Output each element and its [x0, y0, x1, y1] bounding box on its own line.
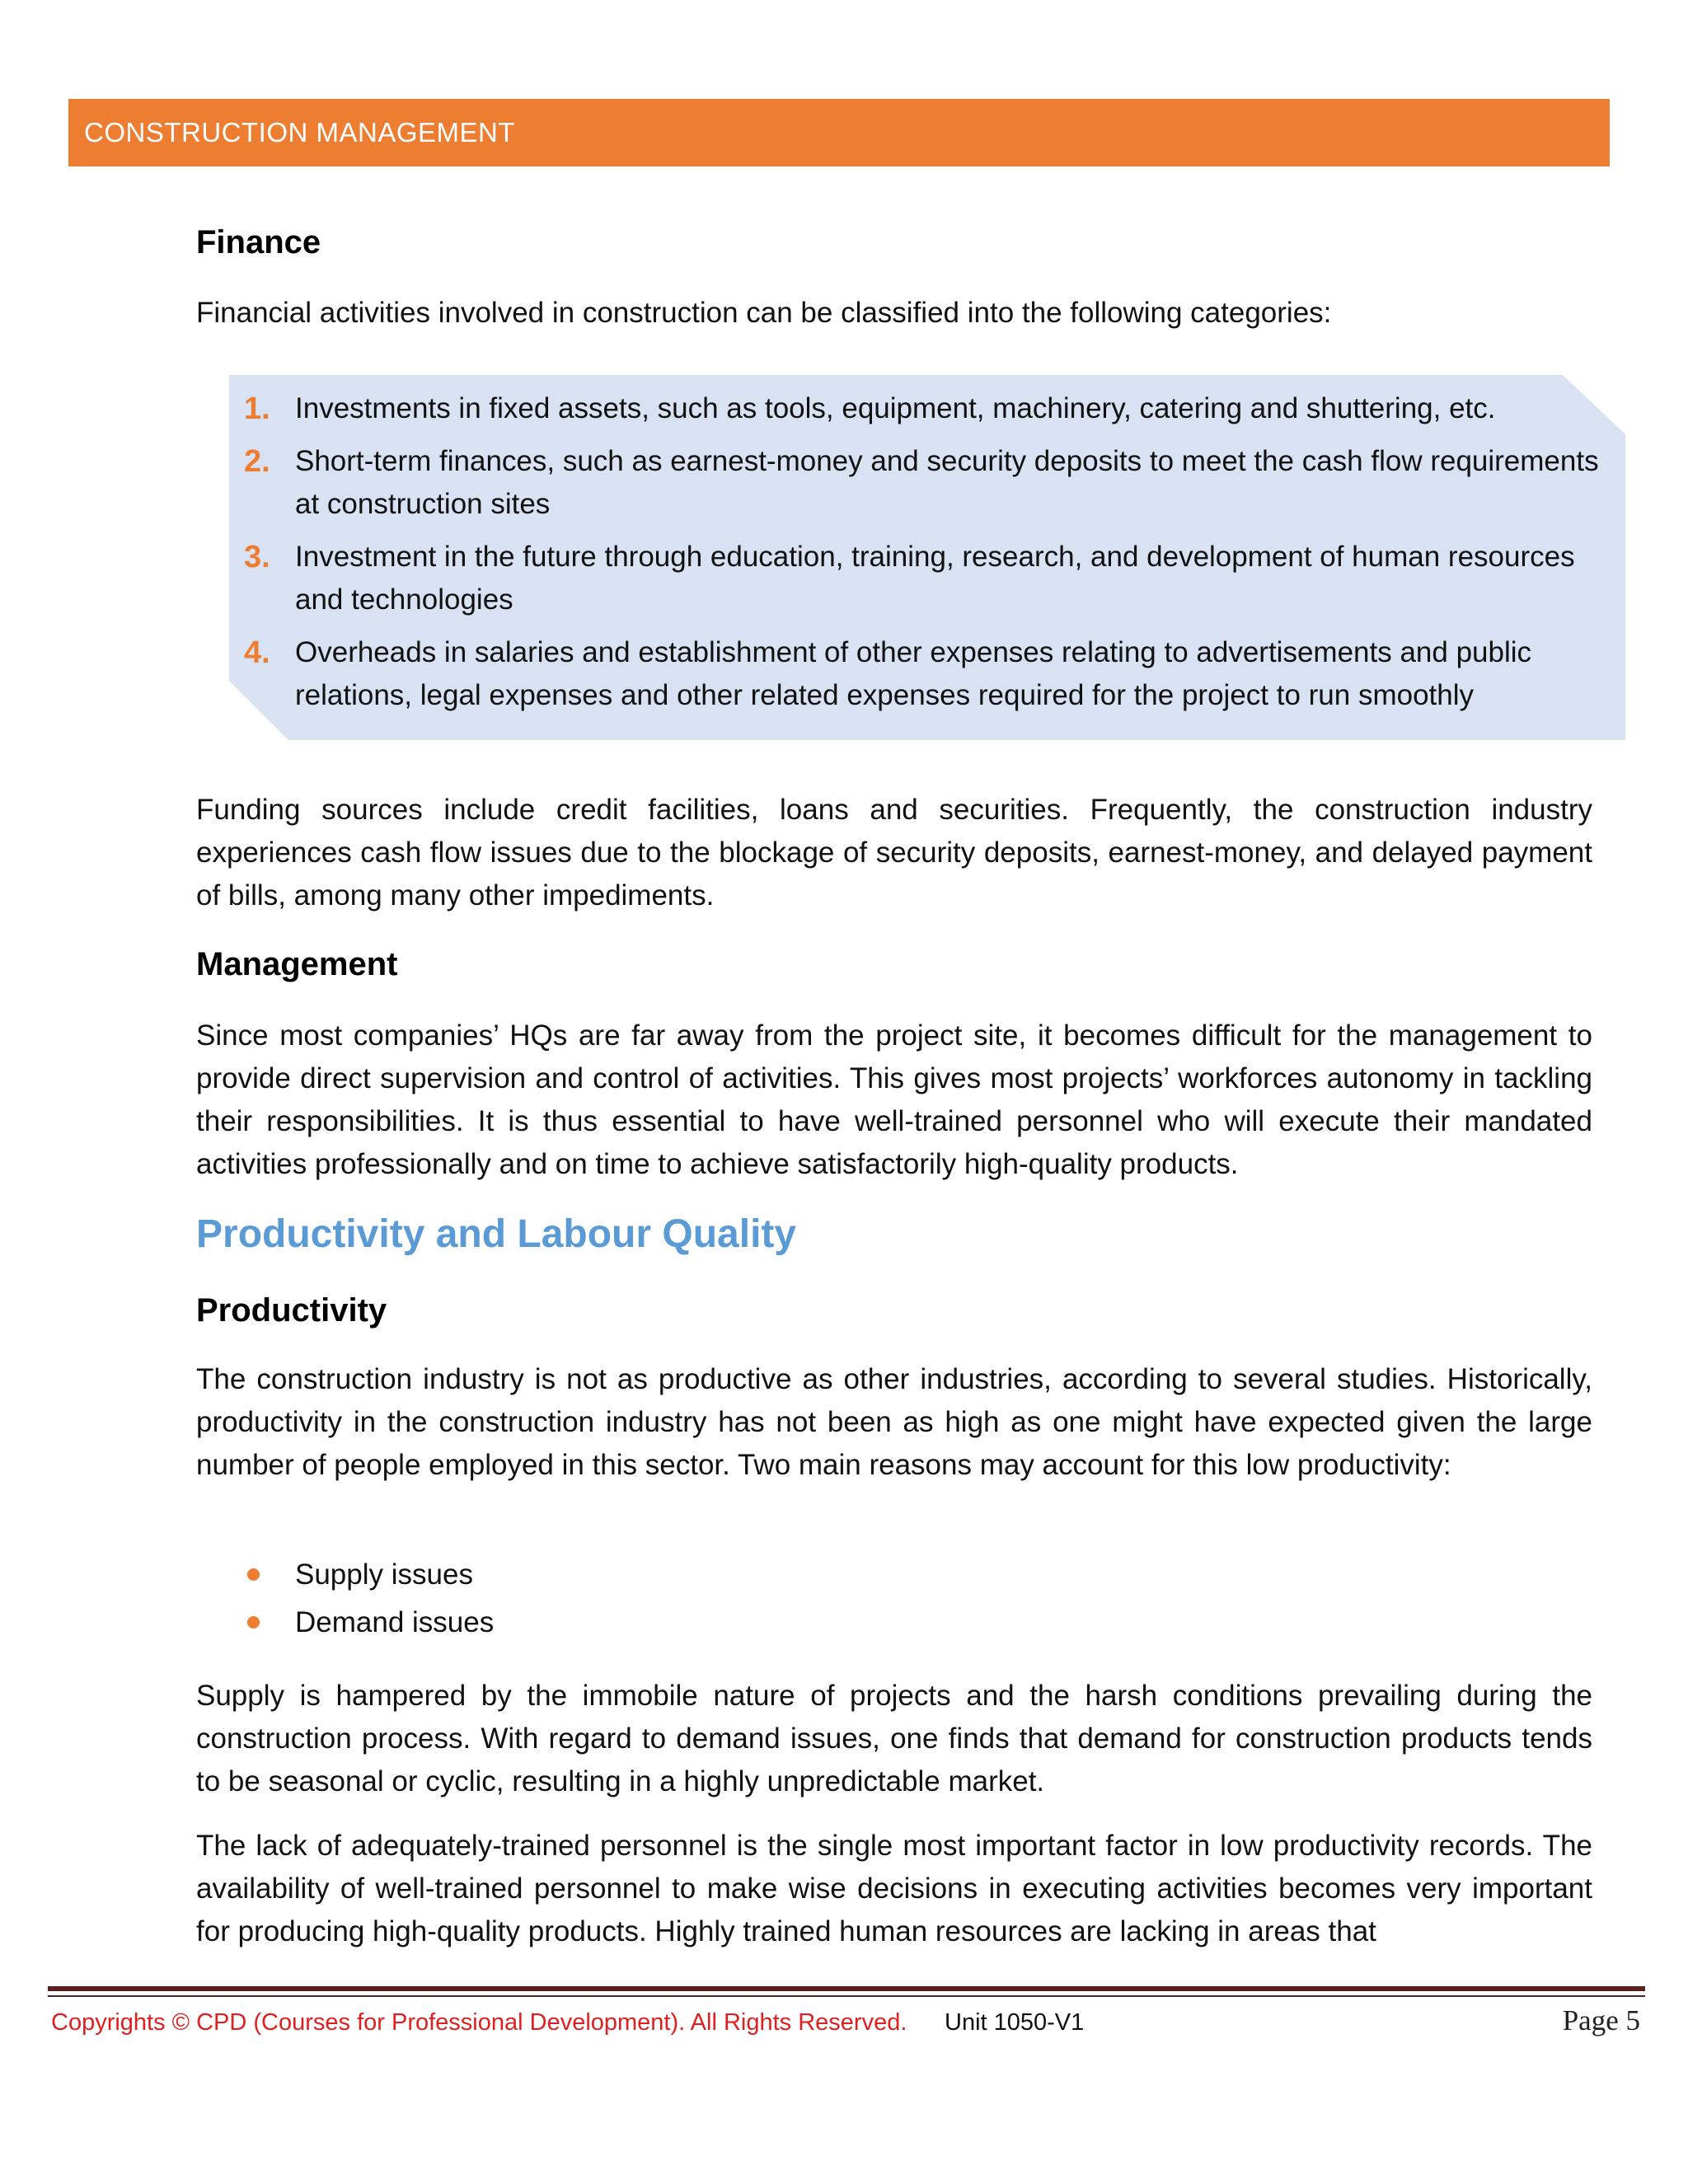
- header-bar: [68, 99, 1610, 166]
- list-text: Investment in the future through education, training, research, and development of human resources and technologies: [295, 541, 1575, 616]
- list-text: Investments in fixed assets, such as tools, equipment, machinery, catering and shuttering, etc.: [295, 392, 1496, 424]
- list-number: 3.: [244, 540, 270, 574]
- list-text: Short-term finances, such as earnest-money and security deposits to meet the cash flow requirements at construction sites: [295, 445, 1599, 520]
- page-number: Page 5: [1562, 2004, 1640, 2036]
- supply-paragraph: Supply is hampered by the immobile nature of projects and the harsh conditions prevailing during the construction process. With regard to demand issues, one finds that demand for construction products tends to be seasonal or cyclic, resulting in a highly unpredictable market.: [196, 1680, 1592, 1797]
- footer-unit: Unit 1050-V1: [945, 2009, 1085, 2036]
- footer-copyright: Copyrights © CPD (Courses for Professional Development). All Rights Reserved.: [51, 2009, 907, 2036]
- bullet-icon: [247, 1568, 260, 1581]
- list-item: [244, 1599, 494, 1647]
- list-item: [244, 536, 1612, 621]
- funding-paragraph: Funding sources include credit facilities, loans and securities. Frequently, the construction industry experiences cash flow issues due to the blockage of security deposits, earnest-money, and delayed payment of bills, among many other impediments.: [196, 794, 1592, 912]
- list-item: [244, 387, 1612, 430]
- header-title: CONSTRUCTION MANAGEMENT: [84, 117, 515, 148]
- management-heading: Management: [196, 946, 398, 982]
- list-number: 1.: [244, 391, 270, 426]
- bullet-text: Supply issues: [295, 1558, 473, 1591]
- reasons-bullet-list: [244, 1551, 494, 1647]
- bullet-text: Demand issues: [295, 1606, 495, 1638]
- finance-intro: Financial activities involved in construction can be classified into the following categories:: [196, 297, 1332, 329]
- footer-rule: [48, 1986, 1645, 1991]
- productivity-intro: The construction industry is not as productive as other industries, according to several studies. Historically, productivity in the construction industry has not been as high as one might have expected given the large number of people employed in this sector. Two main reasons may account for this low productivity:: [196, 1363, 1592, 1481]
- list-item: [244, 440, 1612, 526]
- finance-numbered-list: [244, 387, 1612, 727]
- list-item: [244, 1551, 494, 1599]
- management-paragraph: Since most companies’ HQs are far away from the project site, it becomes difficult for the management to provide direct supervision and control of activities. This gives most projects’ workforces autonomy in tackling their responsibilities. It is thus essential to have well-trained personnel who will execute their mandated activities professionally and on time to achieve satisfactorily high-quality products.: [196, 1019, 1592, 1180]
- productivity-subheading: Productivity: [196, 1292, 387, 1329]
- bullet-icon: [247, 1616, 260, 1629]
- finance-heading: Finance: [196, 224, 321, 260]
- footer-rule-thin: [48, 1995, 1645, 1997]
- list-number: 2.: [244, 444, 270, 479]
- list-number: 4.: [244, 635, 270, 670]
- list-text: Overheads in salaries and establishment of other expenses relating to advertisements and public relations, legal expenses and other related expenses required for the project to run smoothly: [295, 636, 1532, 711]
- list-item: [244, 631, 1612, 717]
- personnel-paragraph: The lack of adequately-trained personnel is the single most important factor in low productivity records. The availability of well-trained personnel to make wise decisions in executing activities becomes very important for producing high-quality products. Highly trained human resources are lacking in areas that: [196, 1830, 1592, 1947]
- productivity-labour-heading: Productivity and Labour Quality: [196, 1212, 797, 1256]
